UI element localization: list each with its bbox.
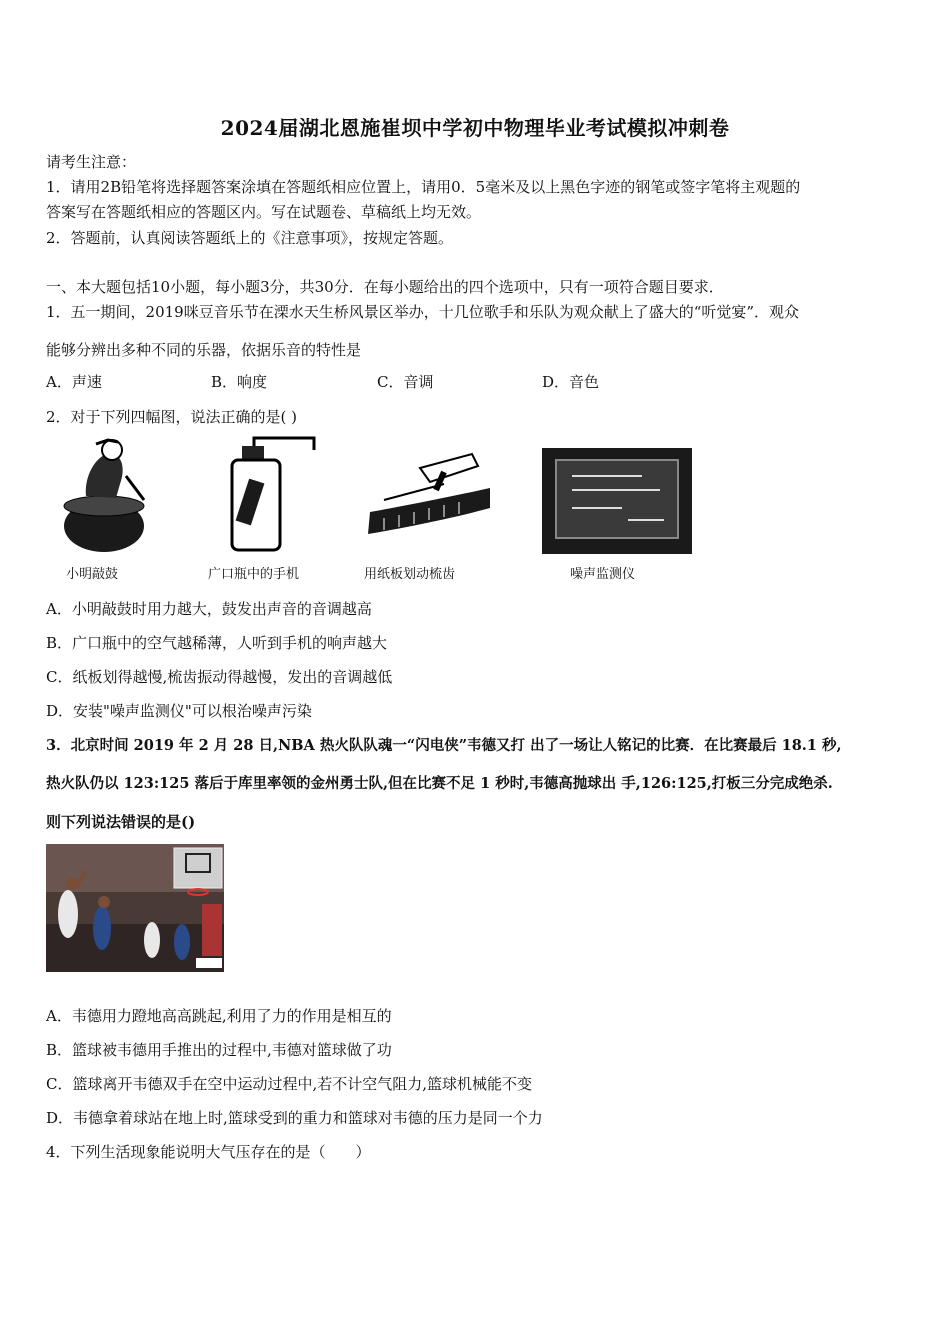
notice-line-1b: 答案写在答题纸相应的答题区内。写在试题卷、草稿纸上均无效。 (46, 203, 482, 221)
q1-line-1: 1．五一期间，2019咪豆音乐节在溧水天生桥风景区举办，十几位歌手和乐队为观众献上了盛大的“听觉宴”．观众 (46, 303, 800, 321)
q3-option-a: A．韦德用力蹬地高高跳起,利用了力的作用是相互的 (46, 1007, 392, 1025)
noise-monitor-figure (542, 448, 692, 554)
notice-heading: 请考生注意： (46, 153, 137, 171)
q1-option-c: C．音调 (377, 373, 434, 391)
q1-option-a: A．声速 (46, 373, 102, 391)
q2-option-a: A．小明敲鼓时用力越大，鼓发出声音的音调越高 (46, 600, 372, 618)
q1-option-d: D．音色 (542, 373, 600, 391)
q3-option-c: C．篮球离开韦德双手在空中运动过程中,若不计空气阻力,篮球机械能不变 (46, 1075, 533, 1093)
page-title: 2024届湖北恩施崔坝中学初中物理毕业考试模拟冲刺卷 (220, 116, 730, 140)
caption-drum: 小明敲鼓 (66, 567, 119, 582)
section-heading: 一、本大题包括10小题，每小题3分，共30分．在每小题给出的四个选项中，只有一项符合题目要求． (46, 278, 724, 296)
q2-stem: 2．对于下列四幅图，说法正确的是( ) (46, 408, 298, 426)
jar-figure (228, 436, 320, 552)
q3-line-3: 则下列说法错误的是() (46, 813, 196, 831)
q3-line-2: 热火队仍以 123:125 落后于库里率领的金州勇士队,但在比赛不足 1 秒时,韦德高抛球出 手,126:125,打板三分完成绝杀. (46, 775, 833, 792)
caption-comb: 用纸板划动梳齿 (364, 567, 456, 582)
q4-stem: 4．下列生活现象能说明大气压存在的是（ ） (46, 1143, 371, 1161)
notice-line-2: 2．答题前，认真阅读答题纸上的《注意事项》，按规定答题。 (46, 229, 454, 247)
notice-line-1a: 1．请用2B铅笔将选择题答案涂填在答题纸相应位置上，请用0．5毫米及以上黑色字迹的钢笔或签字笔将主观题的 (46, 178, 801, 196)
q2-option-d: D．安装"噪声监测仪"可以根治噪声污染 (46, 702, 312, 720)
q1-line-2: 能够分辨出多种不同的乐器，依据乐音的特性是 (46, 341, 362, 359)
caption-jar: 广口瓶中的手机 (208, 567, 300, 582)
q3-option-d: D．韦德拿着球站在地上时,篮球受到的重力和篮球对韦德的压力是同一个力 (46, 1109, 543, 1127)
caption-noise-monitor: 噪声监测仪 (570, 567, 636, 582)
comb-figure (364, 448, 496, 544)
basketball-photo (46, 844, 224, 972)
q1-option-b: B．响度 (211, 373, 268, 391)
q3-line-1: 3．北京时间 2019 年 2 月 28 日,NBA 热火队队魂一“闪电侠”韦德又打 出了一场让人铭记的比赛．在比赛最后 18.1 秒, (46, 737, 842, 754)
drum-figure (56, 436, 152, 556)
q2-option-c: C．纸板划得越慢,梳齿振动得越慢，发出的音调越低 (46, 668, 393, 686)
q3-option-b: B．篮球被韦德用手推出的过程中,韦德对篮球做了功 (46, 1041, 392, 1059)
q2-option-b: B．广口瓶中的空气越稀薄，人听到手机的响声越大 (46, 634, 388, 652)
